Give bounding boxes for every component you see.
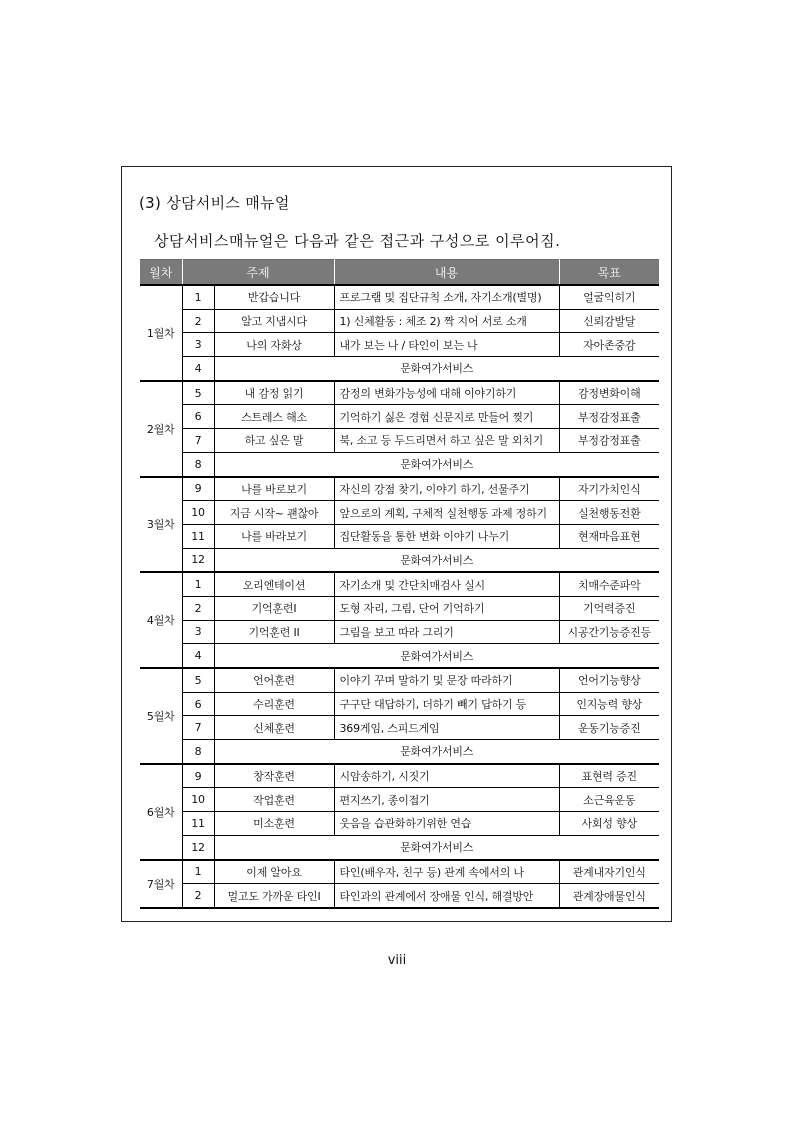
session-number-cell: 7 bbox=[182, 716, 214, 740]
goal-cell: 소근육운동 bbox=[559, 788, 659, 812]
goal-cell: 표현력 증진 bbox=[559, 764, 659, 788]
session-number-cell: 4 bbox=[182, 644, 214, 668]
table-row bbox=[140, 429, 659, 453]
goal-cell: 현재마음표현 bbox=[559, 524, 659, 548]
session-number-cell: 3 bbox=[182, 620, 214, 644]
goal-cell: 자기가치인식 bbox=[559, 477, 659, 501]
content-cell: 타인(배우자, 친구 등) 관계 속에서의 나 bbox=[334, 860, 559, 884]
table-row bbox=[140, 716, 659, 740]
topic-cell: 수리훈련 bbox=[214, 692, 334, 716]
topic-cell: 내 감정 읽기 bbox=[214, 381, 334, 405]
topic-cell: 미소훈련 bbox=[214, 812, 334, 836]
table-row bbox=[140, 740, 659, 764]
session-number-cell: 11 bbox=[182, 524, 214, 548]
content-cell: 기억하기 싫은 경험 신문지로 만들어 찢기 bbox=[334, 405, 559, 429]
session-number-cell: 6 bbox=[182, 692, 214, 716]
goal-cell: 관계내자기인식 bbox=[559, 860, 659, 884]
month-cell: 6월차 bbox=[140, 764, 182, 860]
content-cell: 내가 보는 나 / 타인이 보는 나 bbox=[334, 333, 559, 357]
content-cell: 자기소개 및 간단치매검사 실시 bbox=[334, 572, 559, 596]
culture-service-cell: 문화여가서비스 bbox=[214, 835, 659, 859]
header-goal: 목표 bbox=[559, 260, 659, 286]
content-cell: 북, 소고 등 두드리면서 하고 싶은 말 외치기 bbox=[334, 429, 559, 453]
content-cell: 시암송하기, 시짓기 bbox=[334, 764, 559, 788]
topic-cell: 언어훈련 bbox=[214, 668, 334, 692]
table-row bbox=[140, 285, 659, 309]
table-row bbox=[140, 405, 659, 429]
content-cell: 웃음을 습관화하기위한 연습 bbox=[334, 812, 559, 836]
header-topic: 주제 bbox=[182, 260, 334, 286]
table-row bbox=[140, 357, 659, 381]
topic-cell: 알고 지냅시다 bbox=[214, 309, 334, 333]
session-number-cell: 8 bbox=[182, 452, 214, 476]
table-row bbox=[140, 309, 659, 333]
month-cell: 1월차 bbox=[140, 285, 182, 381]
month-cell: 4월차 bbox=[140, 572, 182, 668]
manual-table bbox=[140, 259, 659, 909]
content-cell: 1) 신체활동 : 체조 2) 짝 지어 서로 소개 bbox=[334, 309, 559, 333]
content-cell: 프로그램 및 집단규칙 소개, 자기소개(별명) bbox=[334, 285, 559, 309]
table-row bbox=[140, 644, 659, 668]
goal-cell: 치매수준파악 bbox=[559, 572, 659, 596]
goal-cell: 감정변화이해 bbox=[559, 381, 659, 405]
session-number-cell: 5 bbox=[182, 668, 214, 692]
session-number-cell: 10 bbox=[182, 788, 214, 812]
topic-cell: 오리엔테이션 bbox=[214, 572, 334, 596]
content-cell: 그림을 보고 따라 그리기 bbox=[334, 620, 559, 644]
session-number-cell: 12 bbox=[182, 548, 214, 572]
content-cell: 자신의 강점 찾기, 이야기 하기, 선물주기 bbox=[334, 477, 559, 501]
session-number-cell: 12 bbox=[182, 835, 214, 859]
session-number-cell: 9 bbox=[182, 764, 214, 788]
content-cell: 도형 자리, 그림, 단어 기억하기 bbox=[334, 596, 559, 620]
session-number-cell: 2 bbox=[182, 884, 214, 908]
goal-cell: 언어기능향상 bbox=[559, 668, 659, 692]
table-row bbox=[140, 692, 659, 716]
culture-service-cell: 문화여가서비스 bbox=[214, 357, 659, 381]
topic-cell: 창작훈련 bbox=[214, 764, 334, 788]
goal-cell: 자아존중감 bbox=[559, 333, 659, 357]
topic-cell: 이제 알아요 bbox=[214, 860, 334, 884]
session-number-cell: 7 bbox=[182, 429, 214, 453]
session-number-cell: 6 bbox=[182, 405, 214, 429]
table-row bbox=[140, 668, 659, 692]
content-cell: 집단활동을 통한 변화 이야기 나누기 bbox=[334, 524, 559, 548]
table-row bbox=[140, 333, 659, 357]
section-heading: (3) 상담서비스 매뉴얼 bbox=[139, 194, 290, 212]
month-cell: 7월차 bbox=[140, 860, 182, 908]
month-cell: 3월차 bbox=[140, 477, 182, 573]
table-row bbox=[140, 620, 659, 644]
table-header-row bbox=[140, 260, 659, 286]
table-row bbox=[140, 835, 659, 859]
goal-cell: 부정감정표출 bbox=[559, 429, 659, 453]
content-cell: 앞으로의 계획, 구체적 실천행동 과제 정하기 bbox=[334, 501, 559, 525]
culture-service-cell: 문화여가서비스 bbox=[214, 740, 659, 764]
table-row bbox=[140, 548, 659, 572]
session-number-cell: 5 bbox=[182, 381, 214, 405]
session-number-cell: 1 bbox=[182, 860, 214, 884]
content-cell: 구구단 대답하기, 더하기 빼기 답하기 등 bbox=[334, 692, 559, 716]
table-row bbox=[140, 381, 659, 405]
session-number-cell: 2 bbox=[182, 596, 214, 620]
table-row bbox=[140, 596, 659, 620]
table-row bbox=[140, 572, 659, 596]
topic-cell: 스트레스 해소 bbox=[214, 405, 334, 429]
session-number-cell: 11 bbox=[182, 812, 214, 836]
session-number-cell: 1 bbox=[182, 285, 214, 309]
topic-cell: 하고 싶은 말 bbox=[214, 429, 334, 453]
session-number-cell: 1 bbox=[182, 572, 214, 596]
session-number-cell: 9 bbox=[182, 477, 214, 501]
content-cell: 타인과의 관계에서 장애물 인식, 해결방안 bbox=[334, 884, 559, 908]
topic-cell: 신체훈련 bbox=[214, 716, 334, 740]
topic-cell: 작업훈련 bbox=[214, 788, 334, 812]
month-cell: 5월차 bbox=[140, 668, 182, 764]
topic-cell: 나를 바로보기 bbox=[214, 477, 334, 501]
header-month: 월차 bbox=[140, 260, 182, 286]
session-number-cell: 4 bbox=[182, 357, 214, 381]
goal-cell: 운동기능증진 bbox=[559, 716, 659, 740]
topic-cell: 멀고도 가까운 타인I bbox=[214, 884, 334, 908]
topic-cell: 지금 시작~ 괜찮아 bbox=[214, 501, 334, 525]
goal-cell: 실천행동전환 bbox=[559, 501, 659, 525]
goal-cell: 인지능력 향상 bbox=[559, 692, 659, 716]
content-cell: 감정의 변화가능성에 대해 이야기하기 bbox=[334, 381, 559, 405]
session-number-cell: 10 bbox=[182, 501, 214, 525]
session-number-cell: 3 bbox=[182, 333, 214, 357]
goal-cell: 부정감정표출 bbox=[559, 405, 659, 429]
content-cell: 369게임, 스피드게임 bbox=[334, 716, 559, 740]
session-number-cell: 2 bbox=[182, 309, 214, 333]
topic-cell: 나를 바라보기 bbox=[214, 524, 334, 548]
goal-cell: 얼굴익히기 bbox=[559, 285, 659, 309]
topic-cell: 기억훈련 II bbox=[214, 620, 334, 644]
topic-cell: 반갑습니다 bbox=[214, 285, 334, 309]
table-row bbox=[140, 477, 659, 501]
goal-cell: 신뢰감발달 bbox=[559, 309, 659, 333]
header-content: 내용 bbox=[334, 260, 559, 286]
content-cell: 편지쓰기, 종이접기 bbox=[334, 788, 559, 812]
table-row bbox=[140, 788, 659, 812]
table-row bbox=[140, 524, 659, 548]
month-cell: 2월차 bbox=[140, 381, 182, 477]
table-row bbox=[140, 452, 659, 476]
table-body bbox=[140, 285, 659, 908]
goal-cell: 기억력증진 bbox=[559, 596, 659, 620]
goal-cell: 관계장애물인식 bbox=[559, 884, 659, 908]
culture-service-cell: 문화여가서비스 bbox=[214, 452, 659, 476]
session-number-cell: 8 bbox=[182, 740, 214, 764]
table-row bbox=[140, 884, 659, 908]
table-row bbox=[140, 764, 659, 788]
culture-service-cell: 문화여가서비스 bbox=[214, 644, 659, 668]
culture-service-cell: 문화여가서비스 bbox=[214, 548, 659, 572]
table-row bbox=[140, 501, 659, 525]
table-row bbox=[140, 860, 659, 884]
topic-cell: 기억훈련I bbox=[214, 596, 334, 620]
intro-text: 상담서비스매뉴얼은 다음과 같은 접근과 구성으로 이루어짐. bbox=[154, 232, 561, 250]
goal-cell: 사회성 향상 bbox=[559, 812, 659, 836]
topic-cell: 나의 자화상 bbox=[214, 333, 334, 357]
content-cell: 이야기 꾸며 말하기 및 문장 따라하기 bbox=[334, 668, 559, 692]
page-number: viii bbox=[387, 953, 407, 968]
table-row bbox=[140, 812, 659, 836]
goal-cell: 시공간기능증진등 bbox=[559, 620, 659, 644]
